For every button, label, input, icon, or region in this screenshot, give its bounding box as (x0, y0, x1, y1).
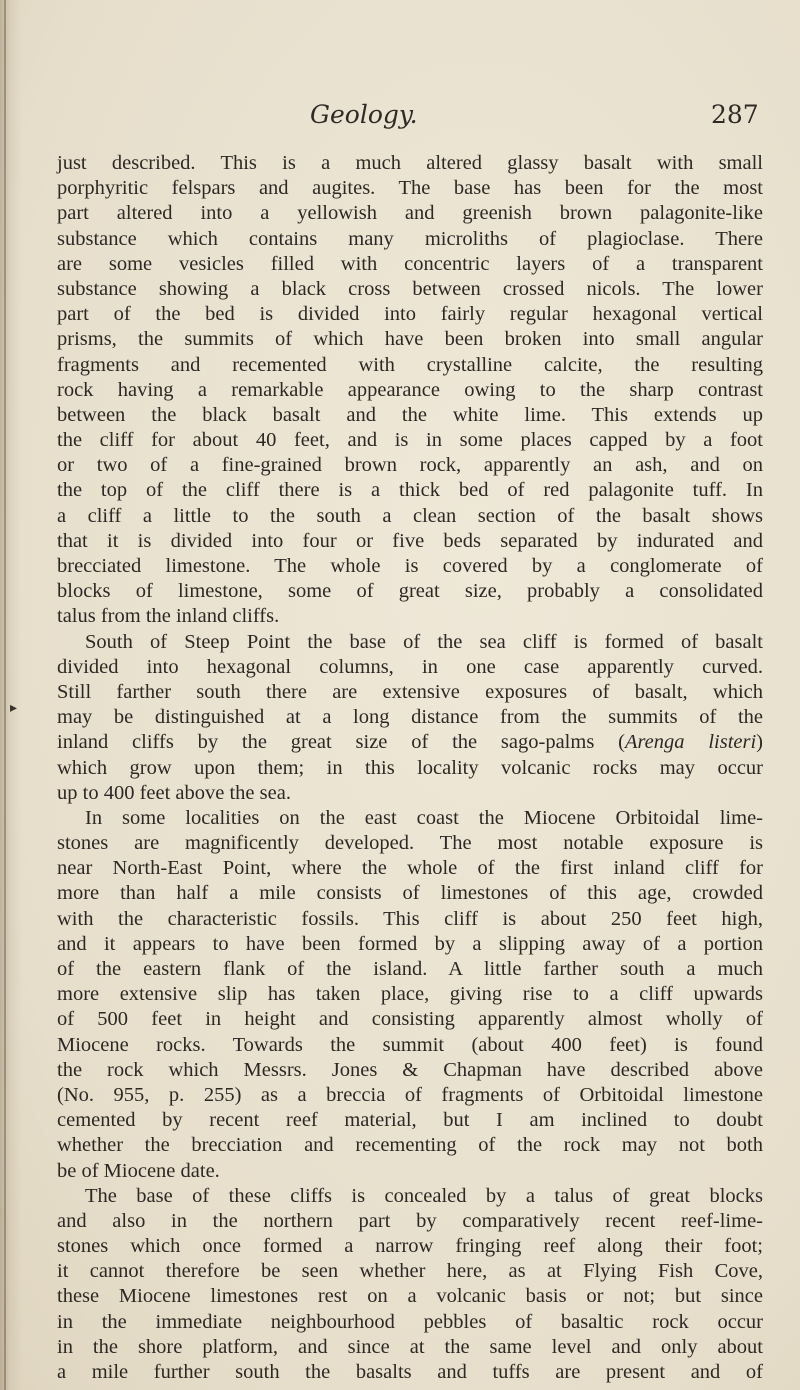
text-line-content: in the shore platform, and since at the same level and only about (57, 1335, 763, 1358)
text-line (57, 881, 763, 906)
text-line (57, 781, 763, 806)
text-line-content: part altered into a yellowish and greenish brown palagonite-like (57, 202, 763, 225)
text-line-content: In some localities on the east coast the Miocene Orbitoidal lime- (85, 806, 763, 829)
text-line (57, 907, 763, 932)
text-line-content: it cannot therefore be seen whether here, as at Flying Fish Cove, (57, 1260, 763, 1283)
text-line-suffix: ) (756, 731, 763, 754)
text-line (57, 327, 763, 352)
text-line-content: of 500 feet in height and consisting apparently almost wholly of (57, 1008, 763, 1031)
text-line-content: The base of these cliffs is concealed by a talus of great blocks (85, 1184, 763, 1207)
text-line (57, 1234, 763, 1259)
text-line (57, 982, 763, 1007)
text-line-content: between the black basalt and the white lime. This extends up (57, 403, 763, 426)
text-line-content: which grow upon them; in this locality volcanic rocks may occur (57, 756, 763, 779)
text-line (57, 680, 763, 705)
text-line (57, 705, 763, 730)
text-line-content: may be distinguished at a long distance from the summits of the (57, 706, 763, 729)
text-line-content: fragments and recemented with crystalline calcite, the resulting (57, 353, 763, 376)
text-line (57, 277, 763, 302)
text-line-content: porphyritic felspars and augites. The base has been for the most (57, 177, 763, 200)
text-line-content: blocks of limestone, some of great size, probably a consolidated (57, 580, 763, 603)
text-line-content: inland cliffs by the great size of the sago-palms ( (57, 731, 625, 754)
body-text (57, 151, 763, 1385)
text-line (57, 151, 763, 176)
text-line (57, 353, 763, 378)
text-line (57, 831, 763, 856)
text-line-content: whether the brecciation and recementing of the rock may not both (57, 1134, 763, 1157)
text-line (57, 1335, 763, 1360)
text-line-content: divided into hexagonal columns, in one case apparently curved. (57, 655, 763, 678)
text-line-content: Still farther south there are extensive exposures of basalt, which (57, 680, 763, 703)
text-line (57, 932, 763, 957)
text-line (57, 604, 763, 629)
page-header (0, 100, 800, 140)
text-line-content: up to 400 feet above the sea. (57, 781, 291, 804)
text-line (57, 1184, 763, 1209)
text-line-content: a cliff a little to the south a clean section of the basalt shows (57, 504, 763, 527)
text-line (57, 1133, 763, 1158)
text-line-content: that it is divided into four or five beds separated by indurated and (57, 529, 763, 552)
page-number: 287 (711, 100, 759, 129)
text-line-content: part of the bed is divided into fairly regular hexagonal vertical (57, 303, 763, 326)
text-line (57, 806, 763, 831)
text-line (57, 1310, 763, 1335)
text-line (57, 1007, 763, 1032)
text-line (57, 630, 763, 655)
text-line (57, 730, 763, 755)
text-line (57, 1259, 763, 1284)
text-line-content: just described. This is a much altered glassy basalt with small (57, 152, 763, 174)
text-line (57, 302, 763, 327)
text-line (57, 1108, 763, 1133)
text-line-content: prisms, the summits of which have been broken into small angular (57, 328, 763, 351)
text-line (57, 1209, 763, 1234)
text-line (57, 1284, 763, 1309)
text-line-content: in the immediate neighbourhood pebbles of basaltic rock occur (57, 1310, 763, 1333)
text-line (57, 1058, 763, 1083)
text-line (57, 227, 763, 252)
text-line-content: or two of a fine-grained brown rock, apparently an ash, and on (57, 454, 763, 477)
text-line (57, 1083, 763, 1108)
text-line-content: and also in the northern part by comparatively recent reef-lime- (57, 1209, 763, 1232)
text-line-content: substance showing a black cross between crossed nicols. The lower (57, 277, 763, 300)
text-line-content: South of Steep Point the base of the sea cliff is formed of basalt (85, 630, 763, 653)
text-line (57, 1033, 763, 1058)
text-line (57, 378, 763, 403)
text-line (57, 453, 763, 478)
text-line-content: with the characteristic fossils. This cliff is about 250 feet high, (57, 907, 763, 930)
text-line (57, 856, 763, 881)
text-line (57, 756, 763, 781)
text-line-content: substance which contains many microliths of plagioclase. There (57, 227, 763, 250)
text-line (57, 1159, 763, 1184)
text-line-content: Miocene rocks. Towards the summit (about 400 feet) is found (57, 1033, 763, 1056)
text-line (57, 529, 763, 554)
text-line (57, 176, 763, 201)
text-line-content: and it appears to have been formed by a slipping away of a portion (57, 932, 763, 955)
text-line-content: more than half a mile consists of limestones of this age, crowded (57, 882, 763, 905)
text-line-content: of the eastern flank of the island. A little farther south a much (57, 958, 763, 980)
text-line-content: stones are magnificently developed. The most notable exposure is (57, 832, 763, 855)
text-line-content: be of Miocene date. (57, 1159, 220, 1182)
text-line-content: rock having a remarkable appearance owing to the sharp contrast (57, 378, 763, 401)
text-line-content: the cliff for about 40 feet, and is in some places capped by a foot (57, 429, 763, 452)
text-line (57, 252, 763, 277)
text-line-content: the top of the cliff there is a thick bed of red palagonite tuff. In (57, 479, 763, 502)
text-line-content: these Miocene limestones rest on a volcanic basis or not; but since (57, 1285, 763, 1308)
text-line (57, 1360, 763, 1385)
text-line-content: the rock which Messrs. Jones & Chapman have described above (57, 1058, 763, 1081)
text-line (57, 504, 763, 529)
text-line-content: are some vesicles filled with concentric layers of a transparent (57, 252, 763, 275)
text-line (57, 579, 763, 604)
text-line (57, 403, 763, 428)
text-line (57, 957, 763, 982)
text-line-content: brecciated limestone. The whole is covered by a conglomerate of (57, 555, 763, 577)
text-line-content: talus from the inland cliffs. (57, 605, 280, 628)
text-line (57, 655, 763, 680)
text-line-content: a mile further south the basalts and tuffs are present and of (57, 1361, 763, 1383)
text-line-content: near North-East Point, where the whole of the first inland cliff for (57, 857, 763, 880)
text-line (57, 478, 763, 503)
text-line-content: cemented by recent reef material, but I am inclined to doubt (57, 1109, 763, 1132)
text-line-content: stones which once formed a narrow fringing reef along their foot; (57, 1235, 763, 1258)
margin-mark: ▸ (10, 700, 18, 716)
text-line (57, 428, 763, 453)
binding-gutter (4, 0, 6, 1390)
text-line (57, 554, 763, 579)
text-line (57, 201, 763, 226)
italic-species-name: Arenga listeri (624, 731, 757, 754)
text-line-content: (No. 955, p. 255) as a breccia of fragments of Orbitoidal limestone (57, 1083, 763, 1106)
text-line-content: more extensive slip has taken place, giving rise to a cliff upwards (57, 983, 763, 1006)
running-title: Geology. (310, 100, 418, 129)
